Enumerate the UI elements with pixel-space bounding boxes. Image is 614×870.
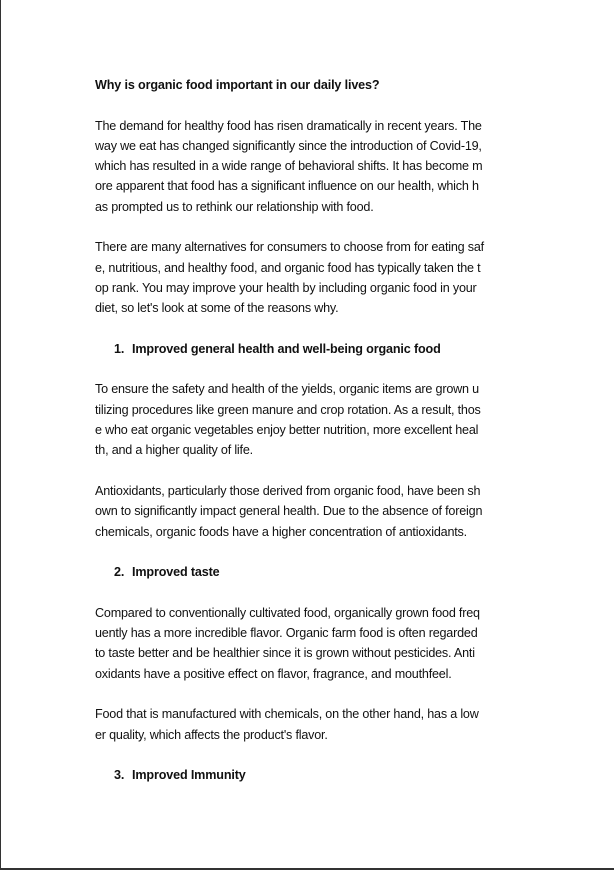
text-line: own to significantly impact general health. Due to the absence of foreign: [95, 504, 483, 519]
paragraph-intro-2: [95, 237, 525, 318]
text-line: to taste better and be healthier since it is grown without pesticides. Anti: [95, 646, 475, 661]
text-line: Antioxidants, particularly those derived from organic food, have been sh: [95, 483, 481, 498]
text-line: e who eat organic vegetables enjoy better nutrition, more excellent heal: [95, 423, 479, 438]
text-line: tilizing procedures like green manure and crop rotation. As a result, thos: [95, 402, 481, 417]
list-number: 3.: [114, 768, 125, 783]
text-line: e, nutritious, and healthy food, and organic food has typically taken the t: [95, 260, 481, 275]
text-line: uently has a more incredible flavor. Organic farm food is often regarded: [95, 626, 478, 641]
text-line: Compared to conventionally cultivated food, organically grown food freq: [95, 605, 480, 620]
text-line: op rank. You may improve your health by including organic food in your: [95, 280, 477, 295]
paragraph-taste-1: [95, 603, 525, 684]
text-line: which has resulted in a wide range of behavioral shifts. It has become m: [95, 159, 483, 174]
text-line: as prompted us to rethink our relationship with food.: [95, 199, 374, 214]
text-line: chemicals, organic foods have a higher concentration of antioxidants.: [95, 524, 467, 539]
paragraph-intro-1: [95, 116, 525, 217]
paragraph-health-1: [95, 379, 525, 460]
section-heading-2: [95, 562, 525, 582]
document-title: Why is organic food important in our daily lives?: [95, 78, 380, 92]
text-line: way we eat has changed significantly since the introduction of Covid-19,: [95, 138, 482, 153]
text-line: The demand for healthy food has risen dramatically in recent years. The: [95, 118, 482, 133]
heading-text: Improved Immunity: [132, 768, 246, 783]
text-line: oxidants have a positive effect on flavor, fragrance, and mouthfeel.: [95, 666, 452, 681]
paragraph-taste-2: [95, 704, 525, 745]
text-line: ore apparent that food has a significant influence on our health, which h: [95, 179, 479, 194]
heading-text: Improved taste: [132, 565, 220, 580]
text-line: There are many alternatives for consumers to choose from for eating saf: [95, 240, 484, 255]
text-line: To ensure the safety and health of the yields, organic items are grown u: [95, 382, 479, 397]
text-line: Food that is manufactured with chemicals, on the other hand, has a low: [95, 707, 479, 722]
list-number: 2.: [114, 565, 125, 580]
paragraph-health-2: [95, 481, 525, 542]
text-line: diet, so let's look at some of the reasons why.: [95, 301, 339, 316]
text-line: th, and a higher quality of life.: [95, 443, 253, 458]
list-number: 1.: [114, 341, 125, 356]
document-body: [95, 75, 525, 806]
text-line: er quality, which affects the product's flavor.: [95, 727, 328, 742]
heading-text: Improved general health and well-being organic food: [132, 341, 441, 356]
section-heading-1: [95, 339, 525, 359]
section-heading-3: [95, 765, 525, 785]
